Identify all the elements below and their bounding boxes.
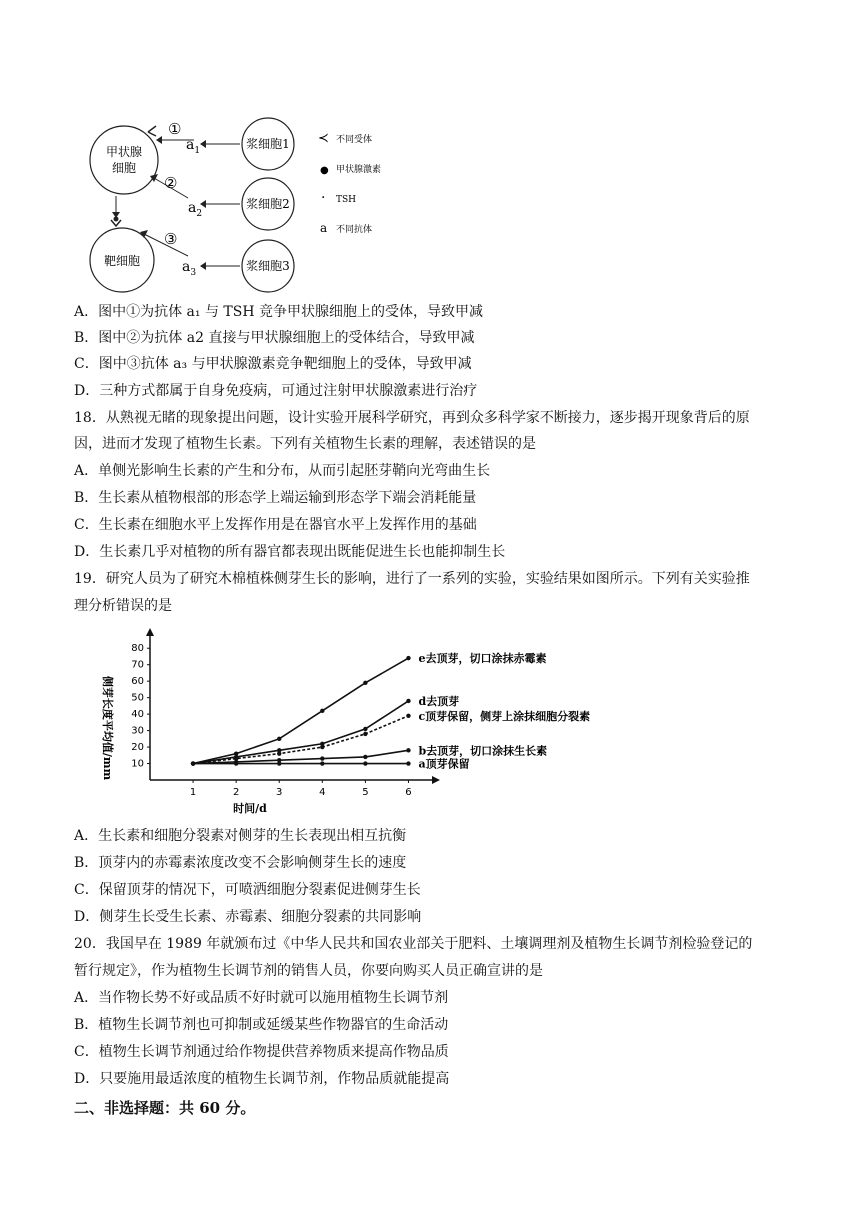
y-tick-label: 80 xyxy=(131,643,144,655)
plasma-cell-2-label: 浆细胞2 xyxy=(246,197,290,211)
series-point xyxy=(277,737,281,741)
q20-stem-2: 暂行规定》，作为植物生长调节剂的销售人员，你要向购买人员正确宣讲的是 xyxy=(74,963,543,979)
series-point xyxy=(406,748,410,752)
y-tick-label: 20 xyxy=(131,742,144,754)
plasma-cell-1-label: 浆细胞1 xyxy=(246,137,290,151)
series-label: b去顶芽，切口涂抹生长素 xyxy=(418,744,548,758)
antibody-diagram xyxy=(78,116,418,296)
series-label: a顶芽保留 xyxy=(418,757,470,771)
legend-receptor: 不同受体 xyxy=(336,135,373,145)
legend-symbol-receptor: ≺ xyxy=(318,131,329,146)
marker-3: ③ xyxy=(164,230,178,248)
chart-y-label: 侧芽长度平均值/mm xyxy=(101,675,114,781)
q18-option-a: A．单侧光影响生长素的产生和分布，从而引起胚芽鞘向光弯曲生长 xyxy=(74,463,491,479)
series-point xyxy=(191,761,195,765)
x-tick-label: 6 xyxy=(405,787,412,798)
q20-option-c: C．植物生长调节剂通过给作物提供营养物质来提高作物品质 xyxy=(74,1044,449,1060)
q20-option-a: A．当作物长势不好或品质不好时就可以施用植物生长调节剂 xyxy=(74,990,449,1006)
x-tick-label: 5 xyxy=(362,787,369,798)
q17-option-a: A．图中①为抗体 a₁ 与 TSH 竞争甲状腺细胞上的受体，导致甲减 xyxy=(74,304,484,320)
q18-option-c: C．生长素在细胞水平上发挥作用是在器官水平上发挥作用的基础 xyxy=(74,517,477,533)
antibody-a2: $a_2$ xyxy=(188,200,203,219)
arrowhead-1b xyxy=(156,136,162,144)
y-tick-label: 70 xyxy=(131,659,144,671)
legend-symbol-hormone: ● xyxy=(320,165,329,176)
plasma-cell-3-label: 浆细胞3 xyxy=(246,259,290,273)
y-tick-label: 10 xyxy=(131,758,144,770)
series-point xyxy=(277,761,281,765)
series-point xyxy=(406,656,410,660)
q18-stem-1: 18．从熟视无睹的现象提出问题，设计实验开展科学研究，再到众多科学家不断接力，逐步揭开现象背后的原 xyxy=(74,410,750,426)
q19-option-d: D．侧芽生长受生长素、赤霉素、细胞分裂素的共同影响 xyxy=(74,909,422,925)
hormone-dot-icon xyxy=(114,217,119,222)
antibody-diagram-svg xyxy=(78,116,418,296)
q20-option-b: B．植物生长调节剂也可抑制或延缓某些作物器官的生命活动 xyxy=(74,1017,449,1033)
series-label: d去顶芽 xyxy=(418,694,460,708)
arrowhead-1 xyxy=(200,140,206,148)
legend-tsh: TSH xyxy=(336,195,357,205)
y-tick-label: 60 xyxy=(131,676,144,688)
chart-x-label: 时间/d xyxy=(233,802,267,815)
series-point xyxy=(363,681,367,685)
q19-option-a: A．生长素和细胞分裂素对侧芽的生长表现出相互抗衡 xyxy=(74,828,407,844)
q20-option-d: D．只要施用最适浓度的植物生长调节剂，作物品质就能提高 xyxy=(74,1071,450,1087)
q18-option-d: D．生长素几乎对植物的所有器官都表现出既能促进生长也能抑制生长 xyxy=(74,544,506,560)
legend-hormone: 甲状腺激素 xyxy=(336,165,382,175)
q18-option-b: B．生长素从植物根部的形态学上端运输到形态学下端会消耗能量 xyxy=(74,490,477,506)
marker-1: ① xyxy=(168,120,182,138)
q17-option-c: C．图中③抗体 a₃ 与甲状腺激素竞争靶细胞上的受体，导致甲减 xyxy=(74,356,472,372)
q17-option-d: D．三种方式都属于自身免疫病，可通过注射甲状腺激素进行治疗 xyxy=(74,383,478,399)
x-tick-label: 3 xyxy=(276,787,283,798)
growth-chart xyxy=(70,628,591,818)
q19-stem-1: 19．研究人员为了研究木棉植株侧芽生长的影响，进行了一系列的实验，实验结果如图所示。下列有关实验推 xyxy=(74,571,750,587)
x-tick-label: 1 xyxy=(189,787,197,798)
series-point xyxy=(363,732,367,736)
series-point xyxy=(320,756,324,760)
q20-stem-1: 20．我国早在 1989 年就颁布过《中华人民共和国农业部关于肥料、土壤调理剂及植物生长调节剂检验登记的 xyxy=(74,936,753,952)
y-tick-label: 50 xyxy=(131,692,144,704)
q19-option-c: C．保留顶芽的情况下，可喷洒细胞分裂素促进侧芽生长 xyxy=(74,882,421,898)
arrowhead-2 xyxy=(200,200,206,208)
growth-chart-svg xyxy=(70,628,591,818)
thyroid-cell-label-1: 甲状腺 xyxy=(105,145,143,159)
arrowhead-3 xyxy=(200,262,206,270)
series-point xyxy=(320,761,324,765)
legend-symbol-tsh: · xyxy=(321,190,326,206)
thyroid-cell-circle xyxy=(90,126,158,194)
y-tick-label: 30 xyxy=(131,725,144,737)
series-point xyxy=(320,745,324,749)
series-point xyxy=(234,761,238,765)
series-point xyxy=(406,714,410,718)
series-point xyxy=(277,751,281,755)
x-tick-label: 2 xyxy=(232,787,240,798)
legend-symbol-antibody: a xyxy=(320,221,328,235)
series-label: c顶芽保留，侧芽上涂抹细胞分裂素 xyxy=(418,709,591,723)
series-point xyxy=(320,709,324,713)
x-tick-label: 4 xyxy=(319,787,326,798)
receptor-icon-top xyxy=(148,126,156,136)
q18-stem-2: 因，进而才发现了植物生长素。下列有关植物生长素的理解，表述错误的是 xyxy=(74,436,536,452)
series-point xyxy=(363,761,367,765)
marker-2: ② xyxy=(164,174,178,192)
q17-option-b: B．图中②为抗体 a2 直接与甲状腺细胞上的受体结合，导致甲减 xyxy=(74,330,475,346)
series-point xyxy=(363,755,367,759)
series-point xyxy=(406,761,410,765)
antibody-a1: $a_1$ xyxy=(186,137,201,156)
y-tick-label: 40 xyxy=(131,709,144,721)
antibody-a3: $a_3$ xyxy=(182,259,197,278)
section-2-title: 二、非选择题：共 60 分。 xyxy=(74,1099,256,1117)
q19-option-b: B．顶芽内的赤霉素浓度改变不会影响侧芽生长的速度 xyxy=(74,855,407,871)
q19-stem-2: 理分析错误的是 xyxy=(74,598,172,614)
series-point xyxy=(363,727,367,731)
series-point xyxy=(406,699,410,703)
series-label: e去顶芽，切口涂抹赤霉素 xyxy=(418,652,547,666)
legend-antibody: 不同抗体 xyxy=(336,225,373,235)
thyroid-cell-label-2: 细胞 xyxy=(111,161,137,175)
target-cell-label: 靶细胞 xyxy=(103,254,141,268)
